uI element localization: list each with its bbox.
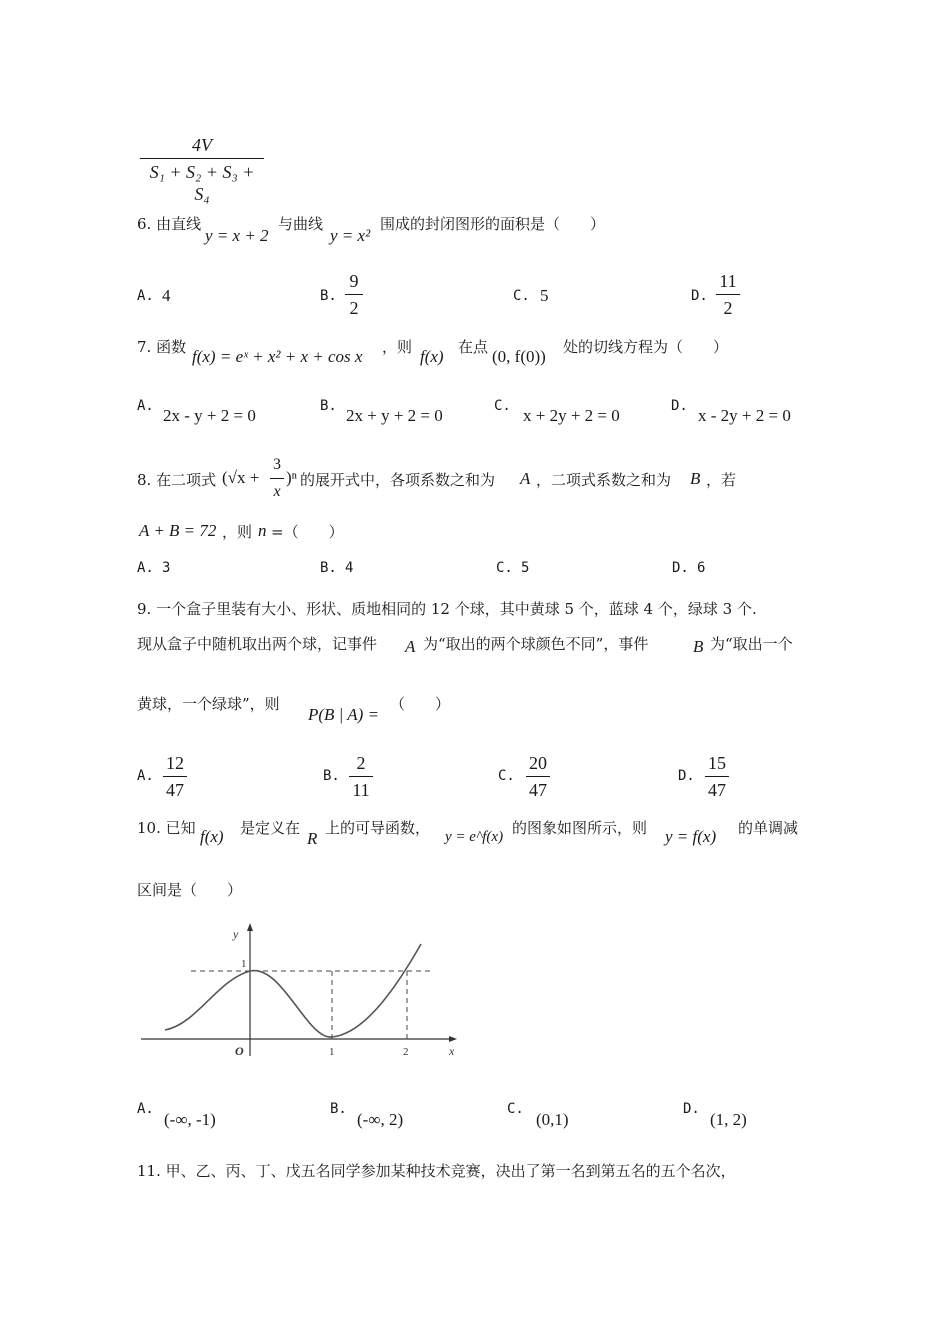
q8-binomial-open: (√x + bbox=[222, 468, 260, 487]
q6-option-a-value: 4 bbox=[162, 286, 171, 305]
q9-option-d-num: 15 bbox=[708, 753, 726, 773]
q9-option-c-num: 20 bbox=[529, 753, 547, 773]
q8-binomial-fraction bbox=[270, 454, 284, 503]
q10-option-c-label: C. bbox=[507, 1101, 524, 1117]
q7-fx: f(x) bbox=[420, 347, 444, 366]
q10-option-c-value: (0,1) bbox=[536, 1110, 569, 1129]
q8-option-a-label: A. bbox=[137, 560, 154, 576]
q10-option-a-label: A. bbox=[137, 1101, 154, 1117]
q11-line1: 11. 甲、乙、丙、丁、戊五名同学参加某种技术竞赛，决出了第一名到第五名的五个名次， bbox=[137, 1162, 736, 1180]
q6-mid: 与曲线 bbox=[278, 215, 324, 233]
q7-mid: ，则 bbox=[382, 338, 413, 356]
q8-prefix: 8. 在二项式 bbox=[137, 471, 217, 489]
q10-text4: 的单调减 bbox=[738, 819, 799, 837]
q6-option-d-num: 11 bbox=[719, 271, 737, 291]
q7-suffix: 处的切线方程为（ ） bbox=[563, 338, 729, 356]
graph-x-label: x bbox=[449, 1044, 455, 1058]
q8-frac-den: x bbox=[273, 483, 281, 500]
q10-option-d-value: (1, 2) bbox=[710, 1110, 747, 1129]
q9-option-c-fraction bbox=[526, 752, 550, 801]
q9-option-a-label: A. bbox=[137, 768, 154, 784]
q7-option-d-value: x - 2y + 2 = 0 bbox=[698, 406, 791, 425]
q9-option-b-den: 11 bbox=[352, 780, 370, 800]
q6-prefix: 6. 由直线 bbox=[137, 215, 202, 233]
q6-option-b-label: B. bbox=[320, 288, 337, 304]
graph-tick-1y: 1 bbox=[241, 958, 247, 970]
q10-option-d-label: D. bbox=[683, 1101, 700, 1117]
q8-text3: ，若 bbox=[706, 471, 737, 489]
q10-option-b-label: B. bbox=[330, 1101, 347, 1117]
q6-option-a-label: A. bbox=[137, 288, 154, 304]
q9-option-b-fraction bbox=[349, 752, 373, 801]
q10-option-a-value: (-∞, -1) bbox=[164, 1110, 216, 1129]
q8-text5: =（ ） bbox=[271, 523, 344, 541]
graph-y-arrow-icon bbox=[247, 923, 253, 931]
q9-option-c-label: C. bbox=[498, 768, 515, 784]
q9-line3-b: （ ） bbox=[390, 695, 451, 713]
q6-option-c-label: C. bbox=[513, 288, 530, 304]
q8-frac-num: 3 bbox=[273, 456, 281, 473]
q6-option-b-num: 9 bbox=[349, 271, 359, 291]
q8-text1: 的展开式中，各项系数之和为 bbox=[300, 471, 496, 489]
q8-option-c-label: C. bbox=[496, 560, 513, 576]
q8-condition: A + B = 72 bbox=[139, 521, 217, 540]
q7-func: f(x) = eˣ + x² + x + cos x bbox=[192, 347, 363, 366]
graph-origin-label: O bbox=[235, 1044, 244, 1058]
q7-option-d-label: D. bbox=[671, 398, 688, 414]
q9-option-a-num: 12 bbox=[166, 753, 184, 773]
q6-curve-eq: y = x² bbox=[330, 226, 371, 245]
graph-curve bbox=[165, 944, 421, 1037]
q9-var-b: B bbox=[693, 637, 704, 656]
q7-option-c-value: x + 2y + 2 = 0 bbox=[523, 406, 620, 425]
q9-option-a-den: 47 bbox=[166, 780, 184, 800]
q9-line3-a: 黄球，一个绿球”，则 bbox=[137, 695, 280, 713]
q7-point: (0, f(0)) bbox=[492, 347, 546, 366]
q10-fx: f(x) bbox=[200, 827, 224, 846]
q6-option-d-label: D. bbox=[691, 288, 708, 304]
q7-option-b-label: B. bbox=[320, 398, 337, 414]
graph-x-arrow-icon bbox=[449, 1036, 457, 1042]
q7-option-a-value: 2x - y + 2 = 0 bbox=[163, 406, 256, 425]
q7-prefix: 7. 函数 bbox=[137, 338, 187, 356]
q6-option-b-fraction bbox=[345, 270, 363, 319]
q10-text3: 的图象如图所示，则 bbox=[512, 819, 648, 837]
q7-option-b-value: 2x + y + 2 = 0 bbox=[346, 406, 443, 425]
q7-option-c-label: C. bbox=[494, 398, 511, 414]
top-fraction-denominator: S₁ + S₂ + S₃ + S₄ bbox=[149, 162, 255, 204]
q9-option-d-fraction bbox=[705, 752, 729, 801]
q10-text2: 上的可导函数， bbox=[325, 819, 431, 837]
q8-binomial-close: )ⁿ bbox=[286, 468, 298, 487]
q9-option-a-fraction bbox=[163, 752, 187, 801]
graph-tick-2x: 2 bbox=[403, 1046, 409, 1058]
q6-line-eq: y = x + 2 bbox=[205, 226, 269, 245]
q8-var-n: n bbox=[258, 521, 267, 540]
q8-text2: ，二项式系数之和为 bbox=[536, 471, 672, 489]
q9-option-b-num: 2 bbox=[356, 753, 366, 773]
q9-line2-c: 为“取出一个 bbox=[710, 635, 793, 653]
q9-prob: P(B | A) = bbox=[308, 705, 380, 724]
q6-option-c-value: 5 bbox=[540, 286, 549, 305]
q10-line2: 区间是（ ） bbox=[137, 881, 243, 899]
q9-option-d-den: 47 bbox=[708, 780, 726, 800]
q10-prefix: 10. 已知 bbox=[137, 819, 196, 837]
q6-option-b-den: 2 bbox=[349, 298, 359, 318]
q10-exp-func: y = e^f(x) bbox=[445, 829, 504, 845]
q8-option-c-value: 5 bbox=[521, 560, 530, 576]
q8-option-b-value: 4 bbox=[345, 560, 354, 576]
q8-option-d-value: 6 bbox=[697, 560, 706, 576]
q9-line2-b: 为“取出的两个球颜色不同”，事件 bbox=[423, 635, 649, 653]
q8-option-b-label: B. bbox=[320, 560, 337, 576]
q8-var-b: B bbox=[690, 469, 701, 488]
q10-y-fx: y = f(x) bbox=[665, 827, 717, 846]
top-fraction-numerator: 4V bbox=[192, 135, 212, 155]
q9-option-c-den: 47 bbox=[529, 780, 547, 800]
q6-option-d-den: 2 bbox=[723, 298, 733, 318]
q10-graph bbox=[137, 920, 467, 1060]
q8-option-d-label: D. bbox=[672, 560, 689, 576]
q6-suffix: 围成的封闭图形的面积是（ ） bbox=[380, 215, 606, 233]
q10-text1: 是定义在 bbox=[240, 819, 301, 837]
q7-at-point: 在点 bbox=[458, 338, 489, 356]
q10-option-b-value: (-∞, 2) bbox=[357, 1110, 404, 1129]
top-fraction bbox=[140, 134, 264, 205]
q9-line2-a: 现从盒子中随机取出两个球，记事件 bbox=[137, 635, 378, 653]
graph-y-label: y bbox=[233, 927, 239, 941]
q9-option-d-label: D. bbox=[678, 768, 695, 784]
q6-option-d-fraction bbox=[716, 270, 740, 319]
graph-tick-1x: 1 bbox=[329, 1046, 335, 1058]
q9-option-b-label: B. bbox=[323, 768, 340, 784]
q10-var-r: R bbox=[307, 829, 318, 848]
q9-var-a: A bbox=[405, 637, 416, 656]
q7-option-a-label: A. bbox=[137, 398, 154, 414]
q8-var-a: A bbox=[520, 469, 531, 488]
q8-text4: ，则 bbox=[222, 523, 253, 541]
q8-option-a-value: 3 bbox=[162, 560, 171, 576]
q9-line1: 9. 一个盒子里装有大小、形状、质地相同的 12 个球，其中黄球 5 个，蓝球 4 个，绿球 3 个. bbox=[137, 600, 757, 618]
